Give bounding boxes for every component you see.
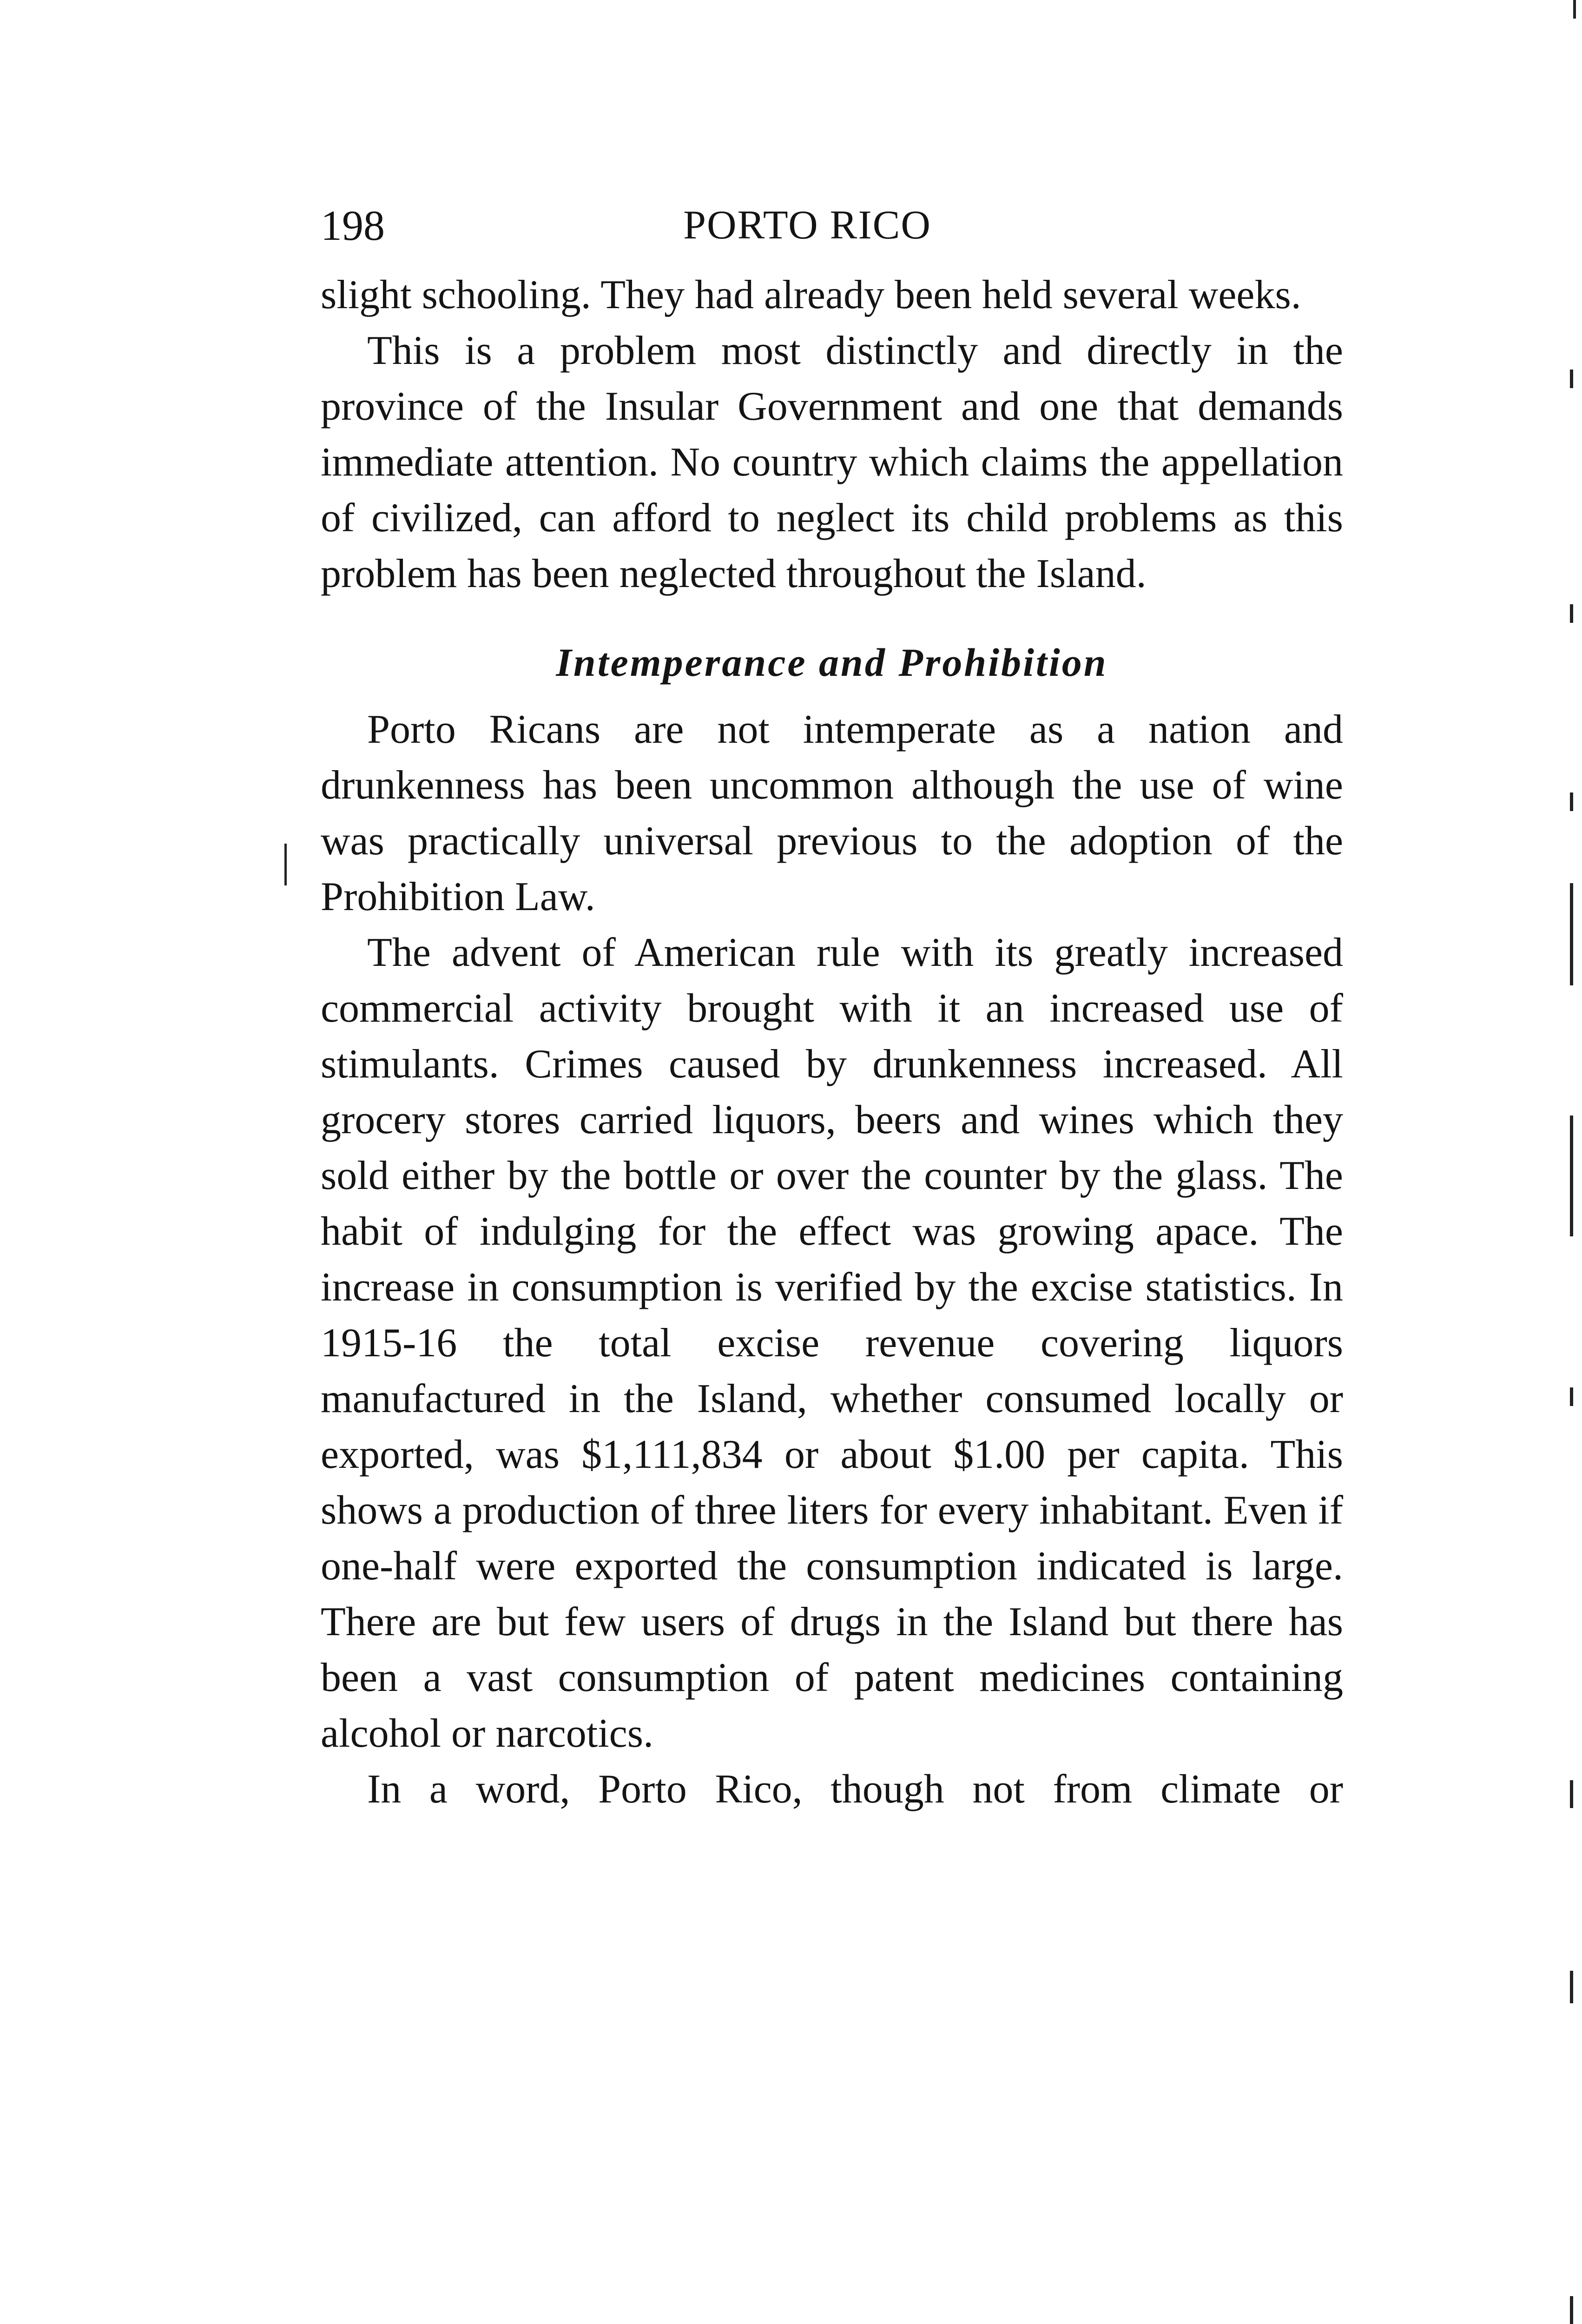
margin-mark [284, 844, 287, 885]
margin-mark [1570, 1780, 1573, 1808]
margin-mark [1570, 1116, 1573, 1236]
paragraph: The advent of American rule with its greatly increased commercial activity brought with it an increased use of stimulants. Crimes caused by drunkenness increased. All grocery stores carried liquors, beers and wines which they sold either by the bottle or over the counter by the glass. The habit of indulging for the effect was growing apace. The increase in consumption is verified by the excise statistics. In 1915-16 the total excise revenue covering liquors manufactured in the Island, whether consumed locally or exported, was $1,111,834 or about $1.00 per capita. This shows a production of three liters for every inhabitant. Even if one-half were exported the consumption indicated is large. There are but few users of drugs in the Island but there has been a vast consumption of patent medicines containing alcohol or narcotics. [321, 930, 1343, 1756]
margin-mark [1570, 792, 1573, 811]
paragraph: In a word, Porto Rico, though not from climate or [367, 1767, 1343, 1812]
paragraph: This is a problem most distinctly and directly in the province of the Insular Government and one that demands immediate attention. No country which claims the appellation of civilized, can afford to neglect its child problems as this problem has been neglected throughout the Island. [321, 328, 1343, 596]
margin-mark [1570, 2296, 1573, 2324]
margin-mark [1570, 604, 1573, 623]
margin-mark [1570, 883, 1573, 985]
running-head: PORTO RICO [683, 203, 931, 248]
margin-mark [1570, 1971, 1573, 2003]
page-header [321, 195, 1343, 256]
paragraph: Porto Ricans are not intemperate as a nation and drunkenness has been uncommon although the use of wine was practically universal previous to the adoption of the Prohibition Law. [321, 707, 1343, 919]
page-body [321, 267, 1343, 1817]
paragraph: slight schooling. They had already been held several weeks. [321, 272, 1301, 317]
margin-mark [1573, 0, 1576, 19]
margin-mark [1570, 1387, 1573, 1406]
section-title: Intemperance and Prohibition [556, 640, 1108, 685]
page-number: 198 [321, 202, 385, 249]
margin-mark [1570, 370, 1573, 388]
